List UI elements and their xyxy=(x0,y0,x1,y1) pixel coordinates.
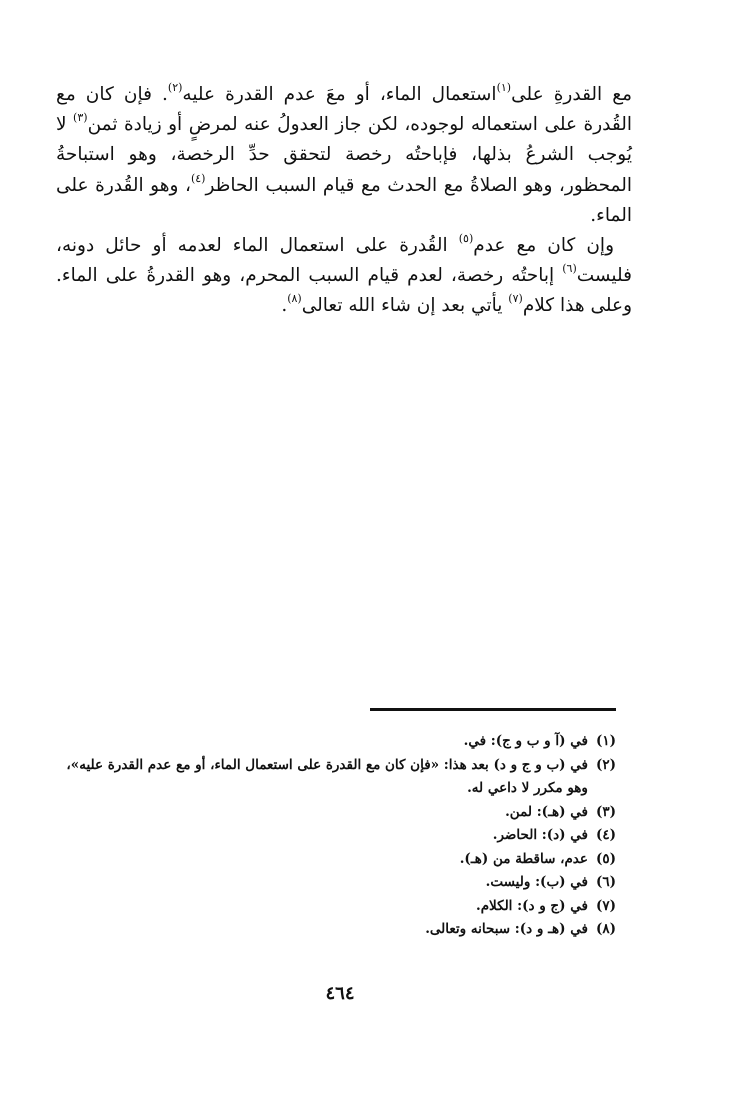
footnote-text: في (هـ و د): سبحانه وتعالى. xyxy=(425,921,588,937)
text-run: ، وهو القُدرة على الماء. xyxy=(56,174,632,226)
page-number: ٤٦٤ xyxy=(325,983,355,1004)
text-run: وإن كان مع عدم xyxy=(473,235,614,257)
footnote-text: في (هـ): لمن. xyxy=(505,803,588,820)
footnote-8 xyxy=(56,918,616,942)
footnote-number: (٤) xyxy=(595,827,616,843)
footnote-4 xyxy=(56,824,616,848)
footnote-ref-4: (٤) xyxy=(190,171,206,185)
footnote-1 xyxy=(56,730,616,754)
text-run: القُدرة على استعمال الماء لعدمه أو حائل دونه، فليست xyxy=(56,235,632,287)
footnote-number: (٣) xyxy=(595,803,616,820)
footnote-number: (٦) xyxy=(595,874,616,890)
footnote-ref-8: (٨) xyxy=(287,292,302,306)
text-run: يأتي بعد إن شاء الله تعالى xyxy=(301,295,509,317)
paragraph-1 xyxy=(56,80,632,231)
paragraph-2 xyxy=(56,231,632,322)
footnote-text: في (د): الحاضر. xyxy=(492,827,588,843)
footnote-number: (٥) xyxy=(595,850,616,867)
footnote-ref-6: (٦) xyxy=(562,262,577,276)
text-run: استعمال الماء، أو معَ عدم القدرة عليه xyxy=(182,84,497,105)
main-text xyxy=(56,80,632,322)
footnote-ref-7: (٧) xyxy=(508,292,523,306)
footnote-2 xyxy=(56,754,616,801)
text-run: . فإن كان مع القُدرة على استعماله لوجوده، لكن جاز العدولُ عنه لمرضٍ أو زيادة ثمن xyxy=(56,84,632,136)
footnote-ref-1: (١) xyxy=(496,81,512,94)
footnote-number: (٢) xyxy=(595,756,616,773)
footnote-text: في (ب): وليست. xyxy=(485,874,588,890)
text-run: إباحتُه رخصة، لعدم قيام السبب المحرم، وهو القدرةُ على الماء. وعلى هذا كلام xyxy=(56,265,632,317)
footnote-text: في (آ و ب و ج): في. xyxy=(463,733,588,749)
footnote-3 xyxy=(56,801,616,825)
footnote-5 xyxy=(56,848,616,872)
footnote-7 xyxy=(56,895,616,919)
footnote-separator xyxy=(370,708,616,711)
footnote-text: في (ب و ج و د) بعد هذا: «فإن كان مع القدرة على استعمال الماء، أو مع عدم القدرة عليه»، وهو مكرر لا داعي له. xyxy=(66,756,588,796)
footnote-number: (٧) xyxy=(595,897,616,914)
footnote-text: في (ج و د): الكلام. xyxy=(476,897,588,914)
footnote-ref-3: (٣) xyxy=(73,111,88,125)
footnote-number: (١) xyxy=(595,733,616,749)
footnote-ref-5: (٥) xyxy=(458,232,474,246)
footnote-text: عدم، ساقطة من (هـ). xyxy=(459,850,588,867)
footnote-number: (٨) xyxy=(595,921,616,937)
text-run: لا يُوجب الشرعُ بذلها، فإباحتُه رخصة لتحقق حدِّ الرخصة، وهو استباحةُ المحظور، وهو الصلاةُ مع الحدث مع قيام السبب الحاظر xyxy=(56,114,632,196)
footnote-ref-2: (٢) xyxy=(167,81,183,94)
text-run: مع القدرةِ على xyxy=(511,84,633,105)
footnotes xyxy=(56,730,616,942)
footnote-6 xyxy=(56,871,616,895)
text-run: . xyxy=(281,295,288,317)
